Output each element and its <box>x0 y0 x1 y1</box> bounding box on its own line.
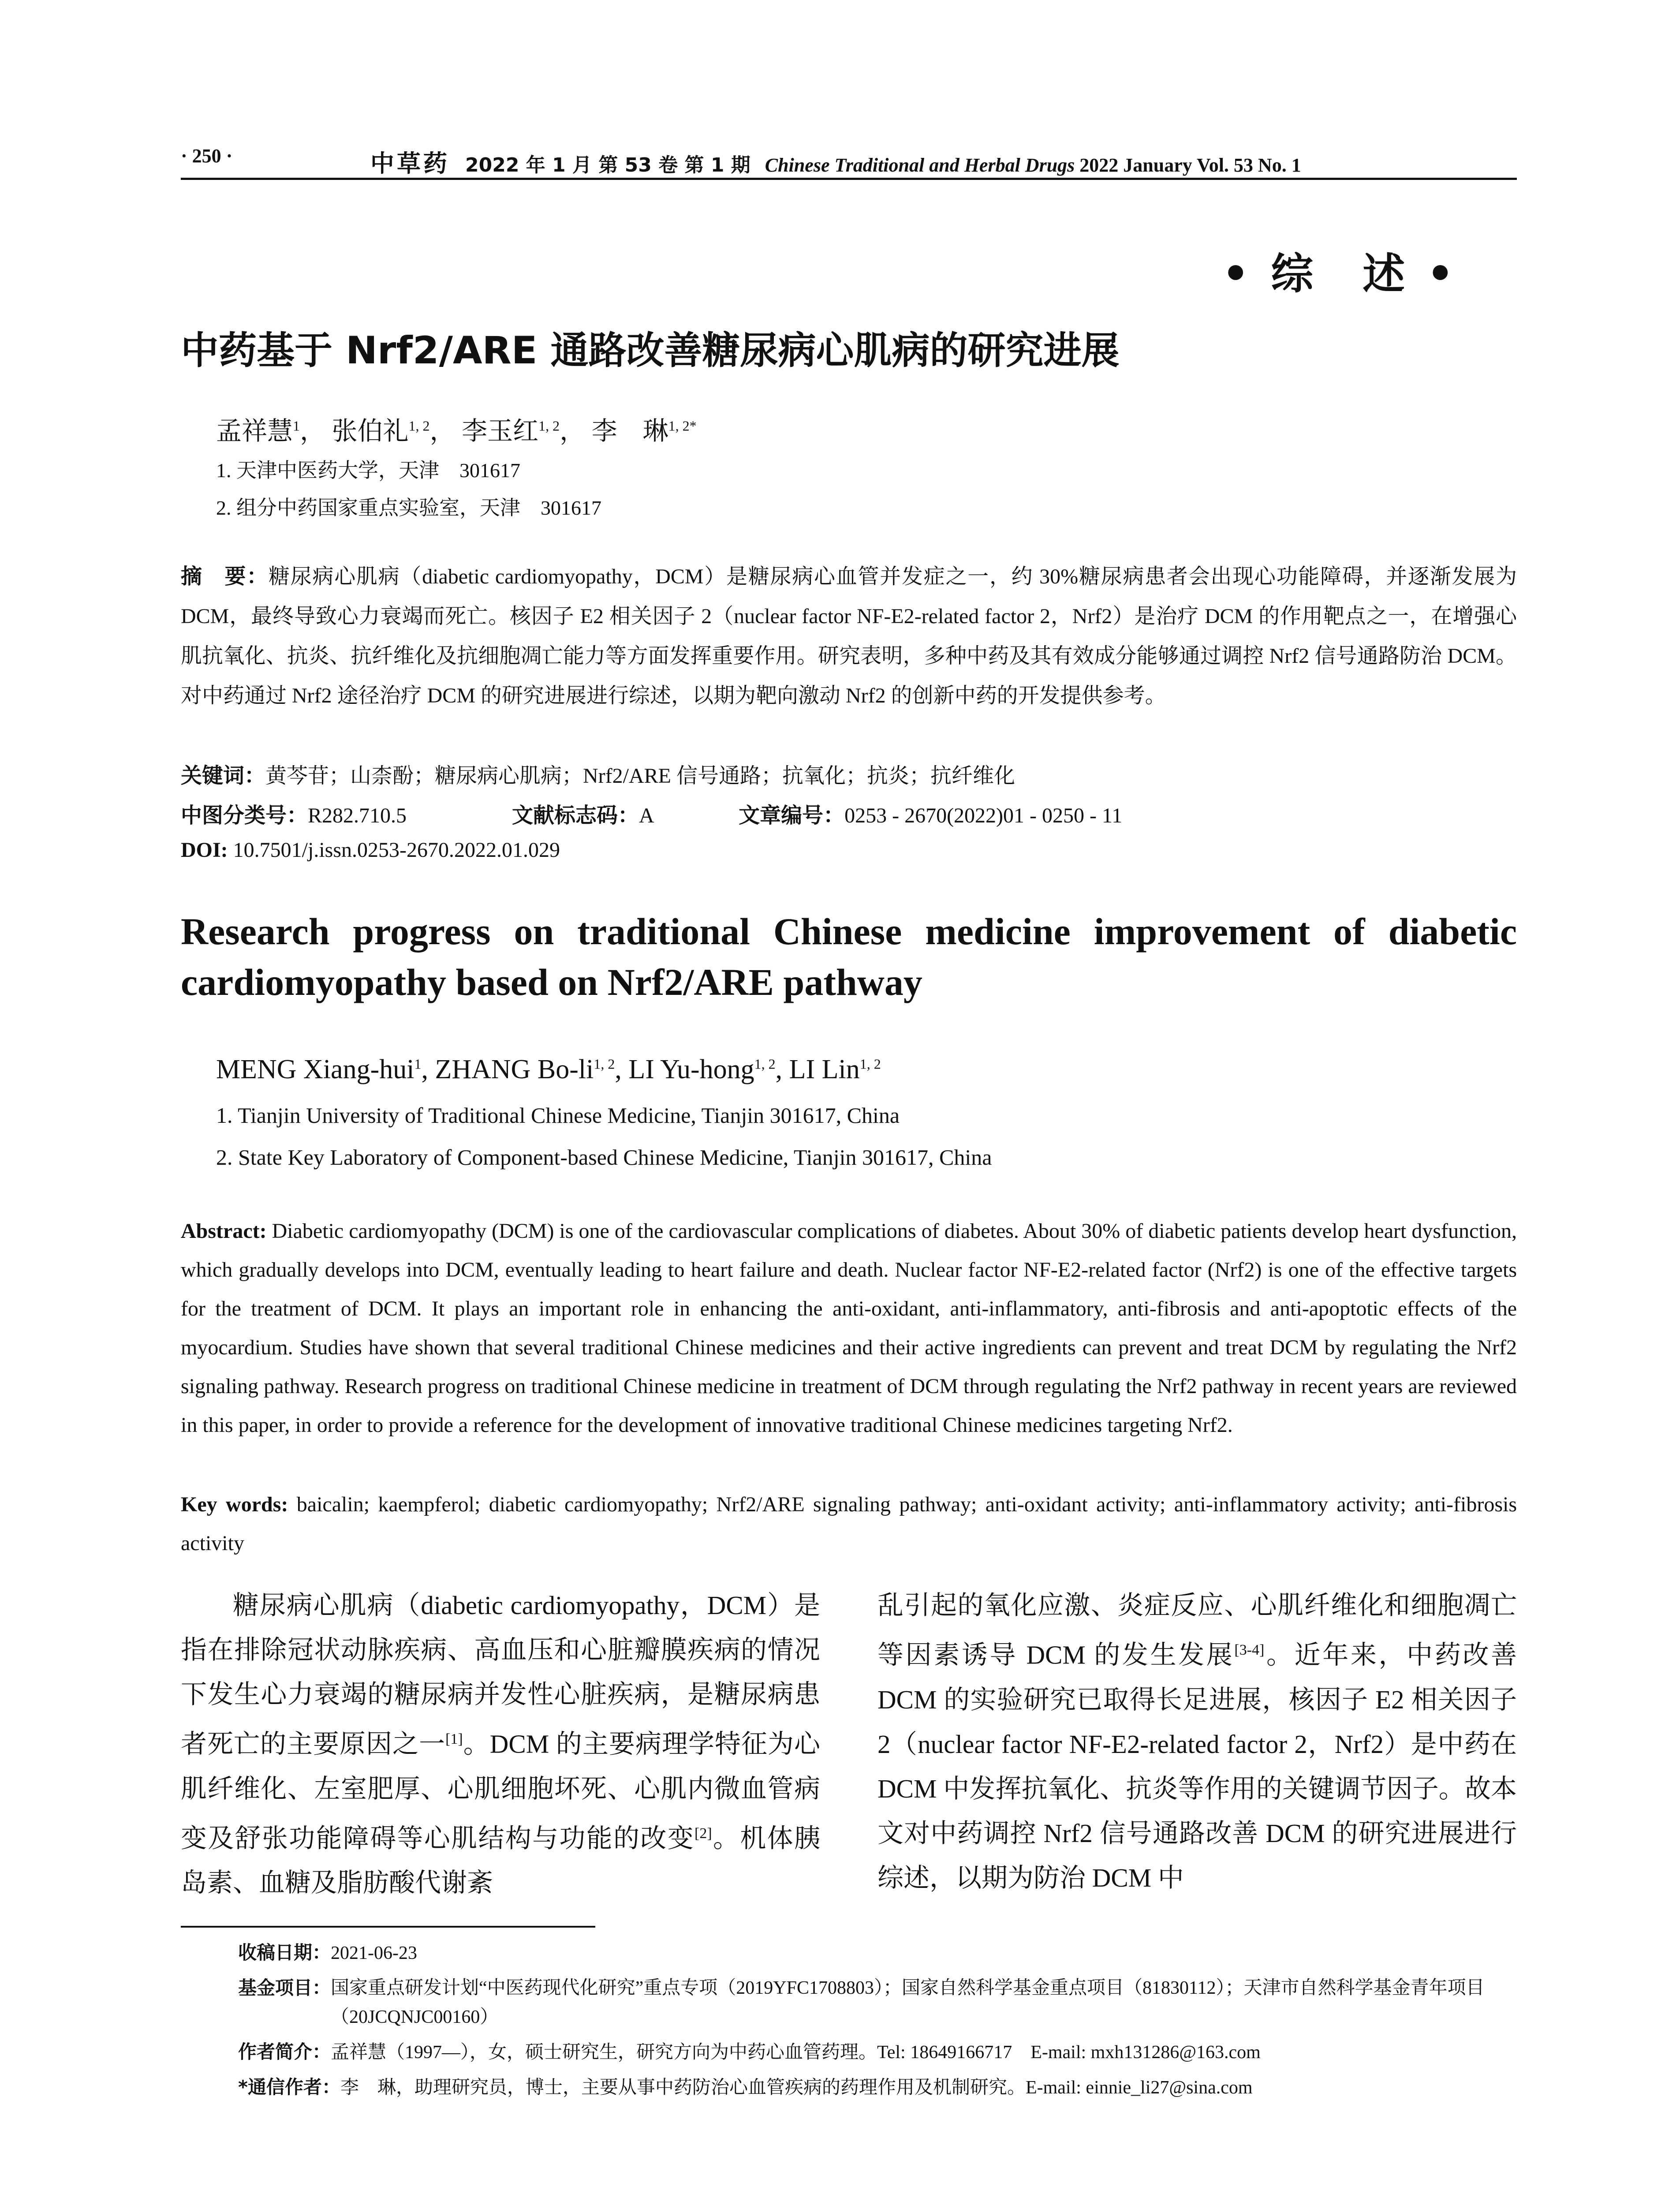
footnote-corresponding <box>238 2073 1517 2102</box>
author-cn-sup: 1, 2* <box>668 418 697 434</box>
author-en: ZHANG Bo-li <box>435 1054 594 1084</box>
author-cn-sup: 1, 2 <box>408 418 430 434</box>
body-text: 乱引起的氧化应激、炎症反应、心肌纤维化和细胞凋亡等因素诱导 DCM 的发生发展 <box>877 1591 1517 1670</box>
authors-cn: 孟祥慧$^1$， 张伯礼$^{1, 2}$， 李玉红$^{1, 2}$， 李 琳$^{1, 2*}$ <box>216 417 697 445</box>
classification-line <box>181 798 1517 829</box>
received-value: 2021-06-23 <box>331 1943 417 1963</box>
affiliation-en: 2. State Key Laboratory of Component-based Chinese Medicine, Tianjin 301617, China <box>216 1145 992 1170</box>
fund-value: 国家重点研发计划“中医药现代化研究”重点专项（2019YFC1708803）；国家自然科学基金重点项目（81830112）；天津市自然科学基金青年项目（20JCQNJC00160） <box>331 1978 1485 2027</box>
author-en-sup: 1, 2 <box>754 1056 776 1072</box>
author-cn: 孟祥慧 <box>216 417 293 445</box>
doi-line <box>181 838 1517 862</box>
keywords-en-text: baicalin; kaempferol; diabetic cardiomyopathy; Nrf2/ARE signaling pathway; anti-oxidant activity; anti-inflammatory activity; anti-fibrosis activity <box>181 1493 1517 1555</box>
author-cn: 李玉红 <box>462 417 539 445</box>
abstract-cn-text: 糖尿病心肌病（diabetic cardiomyopathy，DCM）是糖尿病心血管并发症之一，约 30%糖尿病患者会出现心功能障碍，并逐渐发展为 DCM，最终导致心力衰竭而死亡。核因子 E2 相关因子 2（nuclear factor NF-E2-related factor 2，Nrf2）是治疗 DCM 的作用靶点之一，在增强心肌抗氧化、抗炎、抗纤维化及抗细胞凋亡能力等方面发挥重要作用。研究表明，多种中药及其有效成分能够通过调控 Nrf2 信号通路防治 DCM。对中药通过 Nrf2 途径治疗 DCM 的研究进展进行综述，以期为靶向激动 Nrf2 的创新中药的开发提供参考。 <box>181 565 1517 707</box>
header-rule <box>181 178 1517 180</box>
journal-citation <box>370 145 1301 179</box>
footnote-author <box>238 2037 1517 2067</box>
keywords-cn <box>181 759 1517 789</box>
affiliation-en: 1. Tianjin University of Traditional Chinese Medicine, Tianjin 301617, China <box>216 1103 900 1128</box>
author-cn-sup: 1, 2 <box>538 418 560 434</box>
journal-en-issue: 2022 January Vol. 53 No. 1 <box>1079 154 1301 176</box>
doc-code-value: A <box>639 804 653 827</box>
body-text: 糖尿病心肌病（diabetic cardiomyopathy，DCM）是指在排除冠状动脉疾病、高血压和心脏瓣膜疾病的情况下发生心力衰竭的糖尿病并发性心脏疾病，是糖尿病患者死亡的主要原因之一 <box>181 1591 820 1759</box>
author-en: LI Lin <box>789 1054 860 1084</box>
doi-value: 10.7501/j.issn.0253-2670.2022.01.029 <box>233 838 560 862</box>
citation-ref[interactable]: [3-4] <box>1234 1642 1265 1658</box>
authors-en: MENG Xiang-hui$^1$, ZHANG Bo-li$^{1, 2}$, LI Yu-hong$^{1, 2}$, LI Lin$^{1, 2}$ <box>216 1054 881 1084</box>
keywords-en <box>181 1485 1517 1563</box>
body-column-right <box>877 1583 1517 1900</box>
author-info-label: 作者简介： <box>238 2041 331 2063</box>
clc-value: R282.710.5 <box>308 804 407 827</box>
author-cn: 张伯礼 <box>332 417 409 445</box>
affiliation-cn: 2. 组分中药国家重点实验室，天津 301617 <box>216 497 601 519</box>
author-cn-sup: 1 <box>293 418 300 434</box>
body-text: 。DCM 的主要病理学特征为心肌纤维化、左室肥厚、心肌细胞坏死、心肌内微血管病变及舒张功能障碍等心肌结构与功能的改变 <box>181 1729 820 1853</box>
author-en-sup: 1 <box>414 1056 422 1072</box>
author-en: LI Yu-hong <box>628 1054 754 1084</box>
title-cn: 中药基于 Nrf2/ARE 通路改善糖尿病心肌病的研究进展 <box>181 329 1120 373</box>
author-en-sup: 1, 2 <box>594 1056 615 1072</box>
journal-en-name: Chinese Traditional and Herbal Drugs <box>765 154 1075 176</box>
corresponding-label: *通信作者： <box>238 2076 340 2098</box>
doc-code-label: 文献标志码： <box>512 803 639 828</box>
citation-ref[interactable]: [1] <box>445 1731 463 1747</box>
keywords-cn-text: 黄芩苷；山柰酚；糖尿病心肌病；Nrf2/ARE 信号通路；抗氧化；抗炎；抗纤维化 <box>265 764 1015 788</box>
author-en: MENG Xiang-hui <box>216 1054 414 1084</box>
abstract-en <box>181 1212 1517 1445</box>
author-info-value: 孟祥慧（1997—），女，硕士研究生，研究方向为中药心血管药理。Tel: 18649166717 E-mail: mxh131286@163.com <box>331 2042 1261 2063</box>
article-no-value: 0253 - 2670(2022)01 - 0250 - 11 <box>844 804 1123 827</box>
keywords-cn-label: 关键词： <box>181 763 266 788</box>
article-no-label: 文章编号： <box>739 803 845 828</box>
title-en: Research progress on traditional Chinese medicine improvement of diabetic cardiomyopathy based on Nrf2/ARE pathway <box>181 910 1517 1003</box>
body-text: 。近年来，中药改善 DCM 的实验研究已取得长足进展，核因子 E2 相关因子 2（nuclear factor NF-E2-related factor 2，Nrf2）是中药在 DCM 中发挥抗氧化、抗炎等作用的关键调节因子。故本文对中药调控 Nrf2 信号通路改善 DCM 的研究进展进行综述，以期为防治 DCM 中 <box>877 1640 1517 1892</box>
corresponding-value: 李 琳，助理研究员，博士，主要从事中药防治心血管疾病的药理作用及机制研究。E-mail: einnie_li27@sina.com <box>340 2078 1253 2098</box>
section-label: • 综 述 • <box>1222 249 1457 299</box>
affiliation-cn: 1. 天津中医药大学，天津 301617 <box>216 459 520 482</box>
body-column-left <box>181 1583 820 1905</box>
page-number: · 250 · <box>181 145 233 167</box>
citation-ref[interactable]: [2] <box>694 1825 712 1842</box>
keywords-en-label: Key words: <box>181 1493 288 1516</box>
author-en-sup: 1, 2 <box>859 1056 881 1072</box>
footnote-rule <box>181 1926 595 1928</box>
clc-label: 中图分类号： <box>181 803 308 828</box>
received-label: 收稿日期： <box>238 1942 331 1963</box>
running-header <box>181 141 1517 176</box>
author-cn: 李 琳 <box>591 417 668 445</box>
abstract-cn-label: 摘 要： <box>181 564 269 589</box>
body-text: 。机体胰岛素、血糖及脂肪酸代谢紊 <box>181 1824 820 1898</box>
abstract-en-label: Abstract: <box>181 1219 267 1243</box>
fund-label: 基金项目： <box>238 1977 331 1999</box>
footnote-received <box>238 1938 1517 1968</box>
journal-cn-issue: 2022 年 1 月 第 53 卷 第 1 期 <box>465 154 750 176</box>
doi-label: DOI: <box>181 838 228 862</box>
abstract-cn <box>181 557 1517 716</box>
footnote-fund <box>238 1973 1517 2032</box>
journal-cn-mark: 中草药 <box>370 149 450 177</box>
abstract-en-text: Diabetic cardiomyopathy (DCM) is one of the cardiovascular complications of diabetes. About 30% of diabetic patients develop heart dysfunction, which gradually develops into DCM, eventually leading to heart failure and death. Nuclear factor NF-E2-related factor (Nrf2) is one of the effective targets for the treatment of DCM. It plays an important role in enhancing the anti-oxidant, anti-inflammatory, anti-fibrosis and anti-apoptotic effects of the myocardium. Studies have shown that several traditional Chinese medicines and their active ingredients can prevent and treat DCM by regulating the Nrf2 signaling pathway. Research progress on traditional Chinese medicine in treatment of DCM through regulating the Nrf2 pathway in recent years are reviewed in this paper, in order to provide a reference for the development of innovative traditional Chinese medicines targeting Nrf2. <box>181 1219 1517 1437</box>
